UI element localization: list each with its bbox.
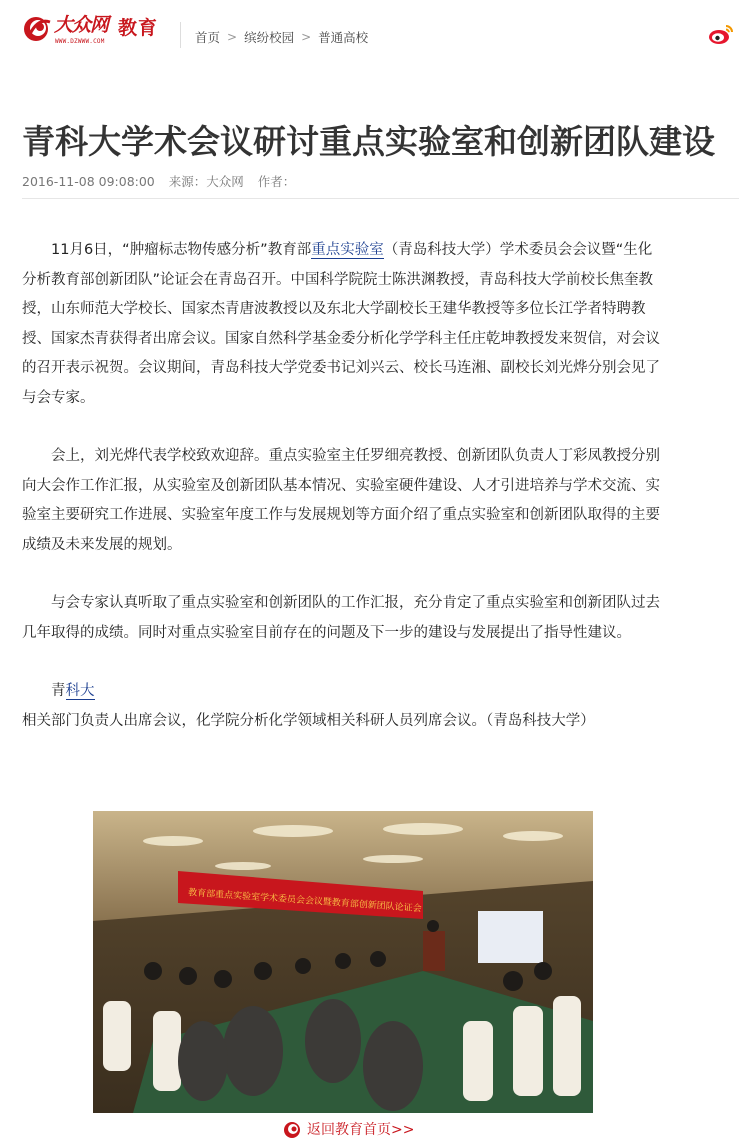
logo-url: WWW.DZWWW.COM [55, 38, 105, 45]
header-divider [180, 22, 181, 48]
breadcrumb-campus[interactable]: 缤纷校园 [244, 30, 295, 45]
paragraph: 11月6日，“肿瘤标志物传感分析”教育部重点实验室（青岛科技大学）学术委员会会议暨“生化分析教育部创新团队”论证会在青岛召开。中国科学院院士陈洪渊教授，青岛科技大学前校长焦奎教授，山东师范大学校长、国家杰青唐波教授以及东北大学副校长王建华教授等多位长江学者特聘教授、国家杰青获得者出席会议。国家自然科学基金委分析化学学科主任庄乾坤教授发来贺信，对会议的召开表示祝贺。会议期间，青岛科技大学党委书记刘兴云、校长马连湘、副校长刘光烨分别会见了与会专家。 [22, 242, 660, 406]
article-body [22, 236, 664, 765]
paragraph: 青科大相关部门负责人出席会议，化学院分析化学领域相关科研人员列席会议。（青岛科技大学） [22, 683, 595, 729]
breadcrumb-home[interactable]: 首页 [195, 30, 221, 45]
photo-banner-text: 教育部重点实验室学术委员会会议暨教育部创新团队论证会 [187, 888, 422, 915]
breadcrumb-university[interactable]: 普通高校 [318, 30, 369, 45]
breadcrumb [195, 28, 368, 46]
weibo-icon[interactable] [707, 22, 735, 46]
breadcrumb-separator: > [301, 30, 312, 44]
site-header [0, 0, 739, 72]
article-meta [22, 172, 305, 190]
article-author: 作者： [257, 174, 296, 189]
keyword-link[interactable]: 重点实验室 [311, 242, 384, 258]
logo-swirl-icon [282, 1119, 302, 1139]
logo-swirl-icon [22, 12, 54, 44]
back-to-education-home[interactable] [282, 1117, 414, 1141]
breadcrumb-separator: > [227, 30, 238, 44]
keyword-link[interactable]: 科大 [65, 683, 95, 699]
article-title: 青科大学术会议研讨重点实验室和创新团队建设 [22, 122, 715, 162]
site-logo[interactable] [22, 10, 170, 50]
back-link-label: 返回教育首页>> [307, 1122, 415, 1138]
logo-brand: 大众网 [54, 14, 109, 36]
article-photo [93, 811, 593, 1113]
paragraph: 与会专家认真听取了重点实验室和创新团队的工作汇报，充分肯定了重点实验室和创新团队过去几年取得的成绩。同时对重点实验室目前存在的问题及下一步的建设与发展提出了指导性建议。 [22, 595, 660, 641]
meta-divider [22, 198, 739, 199]
article-source: 来源：大众网 [168, 174, 244, 189]
meeting-photo [93, 811, 593, 1113]
paragraph: 会上，刘光烨代表学校致欢迎辞。重点实验室主任罗细亮教授、创新团队负责人丁彩凤教授分别向大会作工作汇报，从实验室及创新团队基本情况、实验室硬件建设、人才引进培养与学术交流、实验室主要研究工作进展、实验室年度工作与发展规划等方面介绍了重点实验室和创新团队取得的主要成绩及未来发展的规划。 [22, 448, 660, 553]
logo-section: 教育 [118, 17, 159, 39]
publish-date: 2016-11-08 09:08:00 [22, 174, 155, 189]
